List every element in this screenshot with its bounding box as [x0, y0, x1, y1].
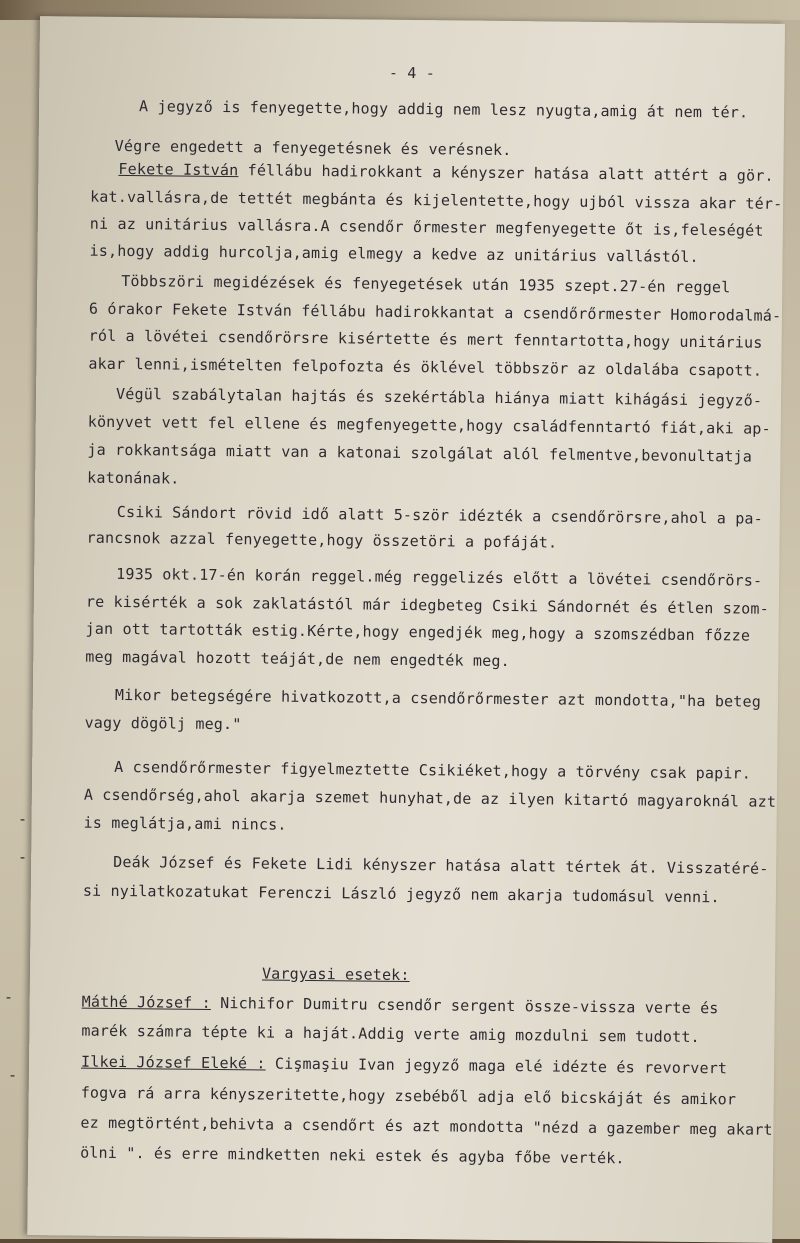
margin-mark: -	[18, 810, 28, 828]
margin-mark: -	[8, 1066, 18, 1084]
text-line	[115, 686, 761, 711]
line-text: Mikor betegségére hivatkozott,a csendőrőrmester azt mondotta,"ha beteg	[114, 685, 762, 711]
text-line	[84, 786, 776, 811]
text-line	[116, 385, 762, 410]
text-line	[113, 853, 769, 878]
text-line	[83, 814, 286, 834]
document-page	[27, 16, 785, 1243]
line-text: féllábu hadirokkant a kényszer hatása alatt attért a gör.	[238, 161, 774, 185]
line-text: is meglátja,ami nincs.	[83, 813, 287, 834]
line-text: Nichifor Dumitru csendőr sergent össze-vissza verte és	[210, 993, 719, 1018]
text-line	[90, 215, 764, 240]
underlined-text: Máthé József :	[81, 992, 212, 1012]
line-text: is,hogy addig hurcolja,amig elmegy a kedve az unitárius vallástól.	[89, 241, 699, 267]
line-text: kat.vallásra,de tettét megbánta és kijelentette,hogy ujból vissza akar tér-	[90, 187, 783, 213]
text-line	[118, 160, 774, 185]
text-line	[83, 882, 720, 907]
underlined-text: Fekete István	[118, 159, 239, 180]
line-text: vagy dögölj meg."	[84, 713, 242, 734]
line-text: ja rokkantsága miatt van a katonai szolgálat alól felmentve,bevonultatja	[87, 440, 753, 466]
line-text: ölni ". és erre mindketten neki estek és agyba főbe verték.	[80, 1143, 625, 1168]
line-text: katonának.	[87, 468, 180, 488]
text-line	[89, 300, 781, 325]
text-line	[114, 758, 751, 783]
line-text: rancsnok azzal fenyegette,hogy összetöri a pofáját.	[86, 528, 558, 552]
text-line	[82, 993, 719, 1018]
line-text: 6 órakor Fekete István féllábu hadirokkantat a csendőrőrmester Homorodalmá-	[88, 299, 782, 325]
line-text: A jegyző is fenyegette,hogy addig nem lesz nyugta,amig át nem tér.	[138, 97, 749, 122]
line-text: 1935 okt.17-én korán reggel.még reggelizés előtt a lövétei csendőrörs-	[116, 564, 763, 590]
line-text: si nyilatkozatukat Ferenczi László jegyző nem akarja tudomásul venni.	[82, 881, 720, 907]
text-line	[80, 1114, 772, 1139]
text-line	[262, 964, 410, 984]
line-text: Cişmaşiu Ivan jegyző maga elé idézte és revorvert	[265, 1054, 728, 1078]
line-text: Végül szabálytalan hajtás és szekértábla hiánya miatt kihágási jegyző-	[115, 384, 763, 410]
line-text: ez megtörtént,behivta a csendőrt és azt mondotta "nézd a gazember meg akart	[80, 1113, 773, 1139]
line-text: Végre engedett a fenyegetésnek és verésnek.	[114, 136, 512, 160]
line-text: Csiki Sándort rövid idő alatt 5-ször idézték a csendőrörsre,ahol a pa-	[116, 502, 764, 528]
text-line	[121, 272, 730, 296]
line-text: akar lenni,ismételten felpofozta és öklével többször az oldalába csapott.	[88, 354, 763, 380]
line-text: fogva rá arra kényszeritette,hogy zsebéből adja elő bicskáját és amikor	[80, 1083, 737, 1109]
line-text: meg magával hozott teáját,de nem engedték meg.	[85, 647, 511, 671]
page-number: - 4 -	[388, 63, 436, 83]
text-line	[86, 620, 751, 645]
text-line	[87, 469, 179, 488]
line-text: könyvet vett fel ellene és megfenyegette,hogy családfenntartó fiát,aki ap-	[87, 412, 771, 438]
underlined-text: Vargyasi esetek:	[261, 964, 410, 985]
text-line	[85, 714, 242, 734]
text-line	[88, 413, 771, 438]
line-text: ról a lövétei csendőrörsre kisértette és mert fenntartotta,hogy unitárius	[88, 326, 763, 352]
underlined-text: Ilkei József Eleké :	[80, 1052, 266, 1073]
text-line	[81, 1084, 737, 1109]
text-line	[86, 529, 557, 552]
line-text: re kisérték a sok zaklatástól már idegbeteg Csiki Sándornét és étlen szom-	[85, 592, 770, 618]
text-line	[139, 97, 748, 121]
text-line	[81, 1053, 727, 1078]
line-text: jan ott tartották estig.Kérte,hogy engedjék meg,hogy a szomszédban főzze	[85, 619, 751, 645]
text-line	[81, 1022, 700, 1046]
text-line	[88, 355, 762, 380]
line-text: Többszöri megidézések és fenyegetések után 1935 szept.27-én reggel	[121, 271, 731, 297]
text-line	[90, 188, 782, 213]
text-line	[115, 137, 512, 159]
margin-mark: -	[4, 988, 14, 1006]
text-line	[117, 503, 763, 528]
text-line	[86, 593, 769, 618]
line-text: A csendőrőrmester figyelmeztette Csikiéket,hogy a törvény csak papir.	[114, 757, 752, 783]
line-text: A csendőrség,ahol akarja szemet hunyhat,de az ilyen kitartó magyaroknál azt	[83, 785, 777, 811]
text-line	[87, 441, 752, 466]
margin-mark: -	[18, 848, 28, 866]
text-line	[80, 1144, 625, 1168]
line-text: ni az unitárius vallásra.A csendőr őrmester megfenyegette őt is,feleségét	[89, 214, 764, 240]
line-text: marék számra tépte ki a haját.Addig verte amig mozdulni sem tudott.	[81, 1021, 700, 1047]
text-line	[85, 648, 510, 670]
text-line	[116, 565, 762, 590]
text-line	[89, 242, 698, 266]
text-line	[89, 327, 763, 352]
line-text: Deák József és Fekete Lidi kényszer hatása alatt tértek át. Visszatéré-	[113, 852, 769, 878]
